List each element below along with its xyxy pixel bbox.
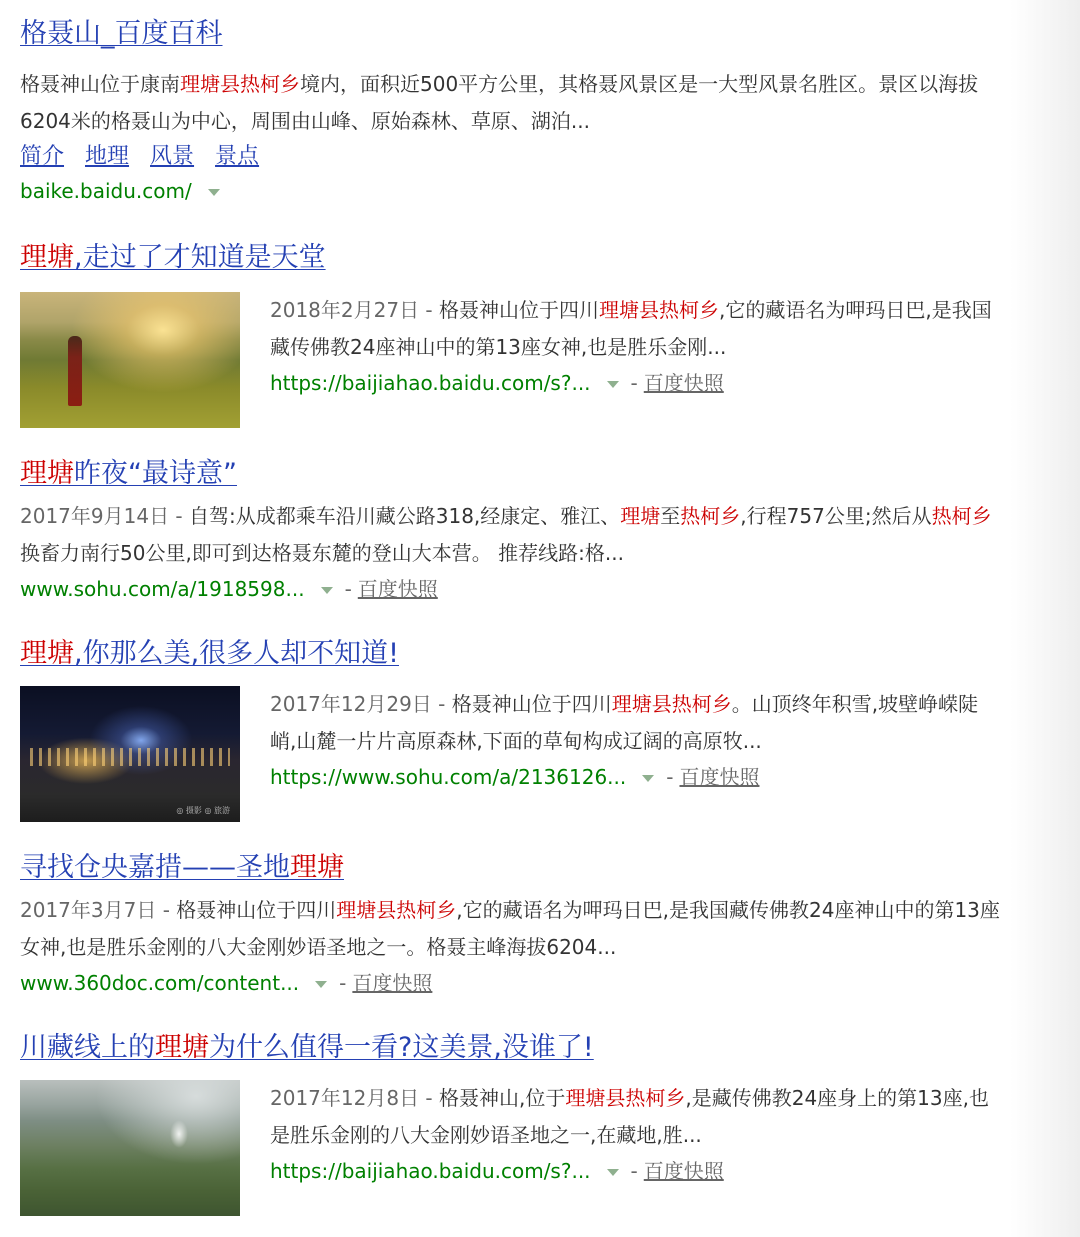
result-url-line bbox=[20, 966, 1000, 1000]
highlight-keyword: 理塘县热柯乡 bbox=[180, 72, 300, 96]
dropdown-caret-icon[interactable] bbox=[208, 189, 220, 196]
image-watermark: ◎ 摄影 ◎ 旅游 bbox=[176, 806, 230, 815]
highlight-keyword: 理塘县热柯乡 bbox=[611, 692, 732, 716]
dropdown-caret-icon[interactable] bbox=[321, 587, 333, 594]
result-title-link[interactable] bbox=[20, 636, 399, 672]
result-date: 2017年9月14日 - bbox=[20, 504, 190, 528]
separator: - bbox=[630, 1159, 638, 1183]
result-url[interactable]: https://baijiahao.baidu.com/s?... bbox=[270, 1159, 591, 1183]
abstract-text: 换畜力南行50公里,即可到达格聂东麓的登山大本营。 推荐线路:格... bbox=[20, 541, 624, 565]
result-title-link[interactable] bbox=[20, 240, 326, 276]
page-edge-shadow bbox=[1010, 0, 1080, 1237]
title-text: 为什么值得一看?这美景,没谁了! bbox=[209, 1032, 594, 1063]
result-url-line bbox=[270, 1154, 1000, 1188]
abstract-text: 格聂神山位于康南 bbox=[20, 72, 180, 96]
result-body bbox=[270, 1080, 1000, 1188]
separator: - bbox=[630, 371, 638, 395]
highlight-keyword: 理塘 bbox=[620, 504, 661, 528]
snapshot-link[interactable]: 百度快照 bbox=[352, 971, 433, 995]
separator: - bbox=[666, 765, 674, 789]
result-url-line bbox=[270, 366, 1000, 400]
lens-flare bbox=[170, 1120, 188, 1148]
result-date: 2017年3月7日 - bbox=[20, 898, 177, 922]
snapshot-link[interactable]: 百度快照 bbox=[643, 1159, 724, 1183]
search-result-3 bbox=[20, 456, 1000, 606]
abstract-text: 格聂神山位于四川 bbox=[451, 692, 612, 716]
result-thumbnail-image[interactable] bbox=[20, 292, 240, 428]
title-text: ,走过了才知道是天堂 bbox=[74, 242, 326, 273]
highlight-keyword: 理塘县热柯乡 bbox=[565, 1086, 686, 1110]
abstract-text: 自驾:从成都乘车沿川藏公路318,经康定、雅江、 bbox=[189, 504, 621, 528]
abstract-text: 格聂神山,位于 bbox=[439, 1086, 566, 1110]
sitelink-scenery[interactable]: 风景 bbox=[150, 144, 195, 169]
search-result-4 bbox=[20, 636, 1000, 826]
sitelink-attractions[interactable]: 景点 bbox=[215, 144, 260, 169]
title-text: 川藏线上的 bbox=[20, 1032, 155, 1063]
dropdown-caret-icon[interactable] bbox=[315, 981, 327, 988]
result-url-line bbox=[20, 174, 1000, 208]
result-url[interactable]: https://www.sohu.com/a/2136126... bbox=[270, 765, 627, 789]
dropdown-caret-icon[interactable] bbox=[607, 1169, 619, 1176]
result-url[interactable]: www.360doc.com/content... bbox=[20, 971, 300, 995]
highlight-keyword: 理塘 bbox=[155, 1032, 209, 1063]
result-thumbnail-image[interactable] bbox=[20, 686, 240, 822]
sitelink-intro[interactable]: 简介 bbox=[20, 144, 65, 169]
search-result-5 bbox=[20, 850, 1000, 1000]
highlight-keyword: 热柯乡 bbox=[931, 504, 992, 528]
result-url-line bbox=[20, 572, 1000, 606]
result-date: 2017年12月29日 - bbox=[270, 692, 452, 716]
result-abstract bbox=[270, 1080, 1000, 1154]
search-result-2 bbox=[20, 240, 1000, 430]
snapshot-link[interactable]: 百度快照 bbox=[643, 371, 724, 395]
result-body bbox=[270, 292, 1000, 400]
result-title-link[interactable] bbox=[20, 1030, 594, 1066]
separator: - bbox=[344, 577, 352, 601]
result-title-link[interactable] bbox=[20, 456, 237, 492]
highlight-keyword: 理塘 bbox=[290, 852, 344, 883]
result-abstract bbox=[20, 66, 1000, 140]
title-text: 寻找仓央嘉措——圣地 bbox=[20, 852, 290, 883]
result-url[interactable]: https://baijiahao.baidu.com/s?... bbox=[270, 371, 591, 395]
snapshot-link[interactable]: 百度快照 bbox=[679, 765, 760, 789]
result-title-link[interactable]: 格聂山_百度百科 bbox=[20, 18, 223, 49]
result-title-link[interactable] bbox=[20, 850, 344, 886]
search-result-1 bbox=[20, 16, 1000, 208]
result-url[interactable]: baike.baidu.com/ bbox=[20, 179, 192, 203]
abstract-text: 格聂神山位于四川 bbox=[176, 898, 337, 922]
dropdown-caret-icon[interactable] bbox=[607, 381, 619, 388]
search-result-6 bbox=[20, 1030, 1000, 1225]
separator: - bbox=[339, 971, 347, 995]
highlight-keyword: 理塘 bbox=[20, 242, 74, 273]
snapshot-link[interactable]: 百度快照 bbox=[357, 577, 438, 601]
result-abstract bbox=[20, 892, 1000, 966]
result-body bbox=[270, 686, 1000, 794]
abstract-text: ,是藏传佛教24座身上的第13座,也是胜乐金刚的八大金刚妙语圣地之一,在藏地,胜... bbox=[270, 1086, 989, 1147]
city-lights bbox=[30, 748, 230, 766]
title-text: 昨夜“最诗意” bbox=[74, 458, 237, 489]
abstract-text: ,它的藏语名为呷玛日巴,是我国藏传佛教24座神山中的第13座女神,也是胜乐金刚的八大金刚妙语圣地之一。格聂主峰海拔6204... bbox=[20, 898, 1000, 959]
highlight-keyword: 热柯乡 bbox=[680, 504, 741, 528]
highlight-keyword: 理塘县热柯乡 bbox=[599, 298, 720, 322]
abstract-text: ,它的藏语名为呷玛日巴,是我国藏传佛教24座神山中的第13座女神,也是胜乐金刚... bbox=[270, 298, 992, 359]
highlight-keyword: 理塘县热柯乡 bbox=[336, 898, 457, 922]
dropdown-caret-icon[interactable] bbox=[642, 775, 654, 782]
result-date: 2017年12月8日 - bbox=[270, 1086, 440, 1110]
highlight-keyword: 理塘 bbox=[20, 638, 74, 669]
result-thumbnail-image[interactable] bbox=[20, 1080, 240, 1216]
abstract-text: 格聂神山位于四川 bbox=[439, 298, 600, 322]
abstract-text: 至 bbox=[660, 504, 681, 528]
abstract-text: 境内，面积近500平方公里，其格聂风景区是一大型风景名胜区。景区以海拔6204米的格聂山为中心，周围由山峰、原始森林、草原、湖泊... bbox=[20, 72, 979, 133]
result-abstract bbox=[20, 498, 1000, 572]
sitelink-geography[interactable]: 地理 bbox=[85, 144, 130, 169]
sitelinks bbox=[20, 140, 1000, 174]
result-abstract bbox=[270, 292, 1000, 366]
monk-figure bbox=[68, 336, 82, 406]
title-text: ,你那么美,很多人却不知道! bbox=[74, 638, 399, 669]
result-date: 2018年2月27日 - bbox=[270, 298, 440, 322]
abstract-text: ,行程757公里;然后从 bbox=[740, 504, 932, 528]
result-url[interactable]: www.sohu.com/a/1918598... bbox=[20, 577, 305, 601]
result-url-line bbox=[270, 760, 1000, 794]
result-abstract bbox=[270, 686, 1000, 760]
highlight-keyword: 理塘 bbox=[20, 458, 74, 489]
abstract-text: 。山顶终年积雪,坡壁峥嵘陡峭,山麓一片片高原森林,下面的草甸构成辽阔的高原牧... bbox=[270, 692, 979, 753]
